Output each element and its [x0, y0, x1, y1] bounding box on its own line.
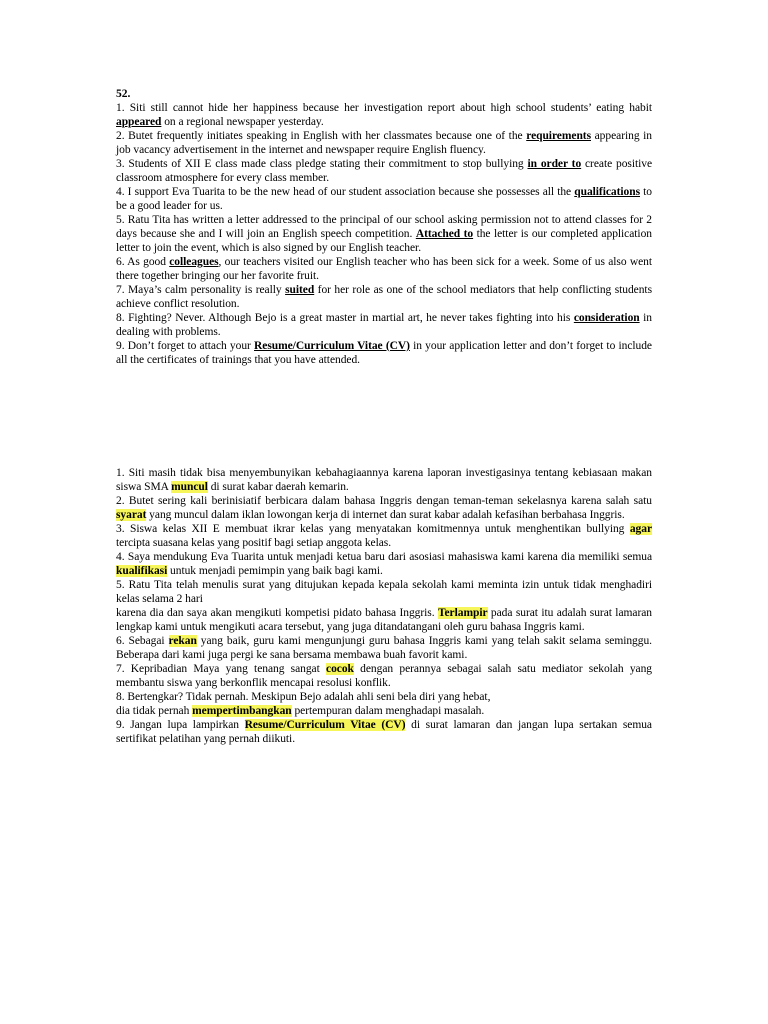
english-sentence — [116, 339, 652, 367]
sentence-text: karena dia dan saya akan mengikuti kompetisi pidato bahasa Inggris. — [116, 607, 438, 619]
sentence-text: di surat lamaran dan jangan lupa sertakan semua sertifikat pelatihan yang pernah diikuti. — [116, 719, 652, 745]
sentence-text: 8. Bertengkar? Tidak pernah. Meskipun Bejo adalah ahli seni bela diri yang hebat, — [116, 691, 491, 703]
indonesian-sentence — [116, 466, 652, 494]
indonesian-sentence — [116, 606, 652, 634]
keyword: muncul — [171, 481, 208, 493]
keyword: colleagues — [169, 256, 219, 268]
keyword: kualifikasi — [116, 565, 168, 577]
indonesian-translations — [116, 466, 652, 746]
sentence-text: pada surat itu adalah surat lamaran lengkap kami untuk mengikuti acara tersebut, yang juga ditandatangani oleh guru bahasa Inggris kami. — [116, 607, 652, 633]
keyword: Terlampir — [437, 607, 488, 619]
keyword: cocok — [326, 663, 354, 675]
sentence-text: create positive classroom atmosphere for every class member. — [116, 158, 653, 184]
sentence-text: 7. Maya’s calm personality is really — [116, 284, 286, 296]
sentence-text: 5. Ratu Tita telah menulis surat yang ditujukan kepada kepala sekolah kami meminta izin untuk tidak menghadiri kelas selama 2 hari — [116, 579, 652, 605]
english-sentence — [116, 283, 652, 311]
sentence-text: 1. Siti still cannot hide her happiness because her investigation report about high school students’ eating habit — [116, 102, 652, 114]
keyword: suited — [285, 284, 315, 296]
keyword: syarat — [116, 509, 147, 521]
english-sentence — [116, 101, 652, 129]
english-sentence — [116, 157, 652, 185]
sentence-text: 5. Ratu Tita has written a letter addressed to the principal of our school asking permission not to attend classes for 2 days because she and I will join an English speech competition. — [116, 214, 652, 240]
question-number: 52. — [116, 88, 131, 100]
sentence-text: 6. As good — [116, 256, 170, 268]
indonesian-sentence — [116, 662, 652, 690]
sentence-text: dengan perannya sebagai salah satu mediator sekolah yang membantu siswa yang berkonflik mencapai resolusi konflik. — [116, 663, 652, 689]
keyword: rekan — [168, 635, 197, 647]
keyword: in order to — [527, 158, 582, 170]
indonesian-sentence — [116, 704, 652, 718]
sentence-text: on a regional newspaper yesterday. — [161, 116, 324, 128]
indonesian-sentence — [116, 494, 652, 522]
keyword: mempertimbangkan — [192, 705, 292, 717]
english-sentence — [116, 255, 652, 283]
keyword: Resume/Curriculum Vitae (CV) — [254, 340, 410, 352]
sentence-text: yang baik, guru kami mengunjungi guru bahasa Inggris kami yang telah sakit selama seminggu. Beberapa dari kami juga pergi ke sana bersama membawa buah favorit kami. — [116, 635, 652, 661]
sentence-text: 1. Siti masih tidak bisa menyembunyikan kebahagiaannya karena laporan investigasinya tentang kebiasaan makan siswa SMA — [116, 467, 652, 493]
sentence-text: 4. Saya mendukung Eva Tuarita untuk menjadi ketua baru dari asosiasi mahasiswa kami karena dia memiliki semua — [116, 551, 652, 563]
sentence-text: yang muncul dalam iklan lowongan kerja di internet dan surat kabar adalah kefasihan berbahasa Inggris. — [146, 509, 625, 521]
sentence-text: untuk menjadi pemimpin yang baik bagi kami. — [167, 565, 383, 577]
sentence-text: 9. Don’t forget to attach your — [116, 340, 255, 352]
sentence-text: pertempuran dalam menghadapi masalah. — [291, 705, 485, 717]
indonesian-sentence — [116, 550, 652, 578]
keyword: agar — [629, 523, 652, 535]
english-sentence — [116, 311, 652, 339]
keyword: consideration — [573, 312, 640, 324]
sentence-text: 7. Kepribadian Maya yang tenang sangat — [116, 663, 327, 675]
sentence-text: tercipta suasana kelas yang positif bagi setiap anggota kelas. — [116, 537, 392, 549]
english-sentence — [116, 129, 652, 157]
sentence-text: the letter is our completed application letter to join the event, which is also signed by our English teacher. — [116, 228, 652, 254]
sentence-text: 9. Jangan lupa lampirkan — [116, 719, 245, 731]
sentence-text: appearing in job vacancy advertisement in the internet and newspaper require English fluency. — [116, 130, 652, 156]
sentence-text: in dealing with problems. — [116, 312, 653, 338]
sentence-text: 4. I support Eva Tuarita to be the new head of our student association because she possesses all the — [116, 186, 575, 198]
sentence-text: 3. Students of XII E class made class pledge stating their commitment to stop bullying — [116, 158, 528, 170]
keyword: Resume/Curriculum Vitae (CV) — [244, 719, 406, 731]
sentence-text: 3. Siswa kelas XII E membuat ikrar kelas yang menyatakan komitmennya untuk menghentikan bullying — [116, 523, 630, 535]
sentence-text: for her role as one of the school mediators that help conflicting students achieve conflict resolution. — [116, 284, 653, 310]
indonesian-sentence — [116, 634, 652, 662]
sentence-text: 6. Sebagai — [116, 635, 169, 647]
sentence-text: 8. Fighting? Never. Although Bejo is a great master in martial art, he never takes fighting into his — [116, 312, 574, 324]
indonesian-sentence — [116, 718, 652, 746]
sentence-text: di surat kabar daerah kemarin. — [207, 481, 349, 493]
sentence-text: 2. Butet sering kali berinisiatif berbicara dalam bahasa Inggris dengan teman-teman sekelasnya karena salah satu — [116, 495, 652, 507]
sentence-text: to be a good leader for us. — [116, 186, 652, 212]
english-sentence — [116, 185, 652, 213]
english-sentence — [116, 213, 652, 255]
sentence-text: , our teachers visited our English teacher who has been sick for a week. Some of us also went there together bringing our her favorite fruit. — [116, 256, 652, 282]
keyword: qualifications — [574, 186, 641, 198]
sentence-text: in your application letter and don’t forget to include all the certificates of trainings that you have attended. — [116, 340, 652, 366]
indonesian-sentence — [116, 522, 652, 550]
keyword: Attached to — [415, 228, 474, 240]
indonesian-sentence — [116, 578, 652, 606]
indonesian-sentence — [116, 690, 652, 704]
keyword: appeared — [116, 116, 162, 128]
sentence-text: dia tidak pernah — [116, 705, 193, 717]
keyword: requirements — [526, 130, 591, 142]
english-sentences — [116, 101, 652, 367]
sentence-text: 2. Butet frequently initiates speaking in English with her classmates because one of the — [116, 130, 527, 142]
